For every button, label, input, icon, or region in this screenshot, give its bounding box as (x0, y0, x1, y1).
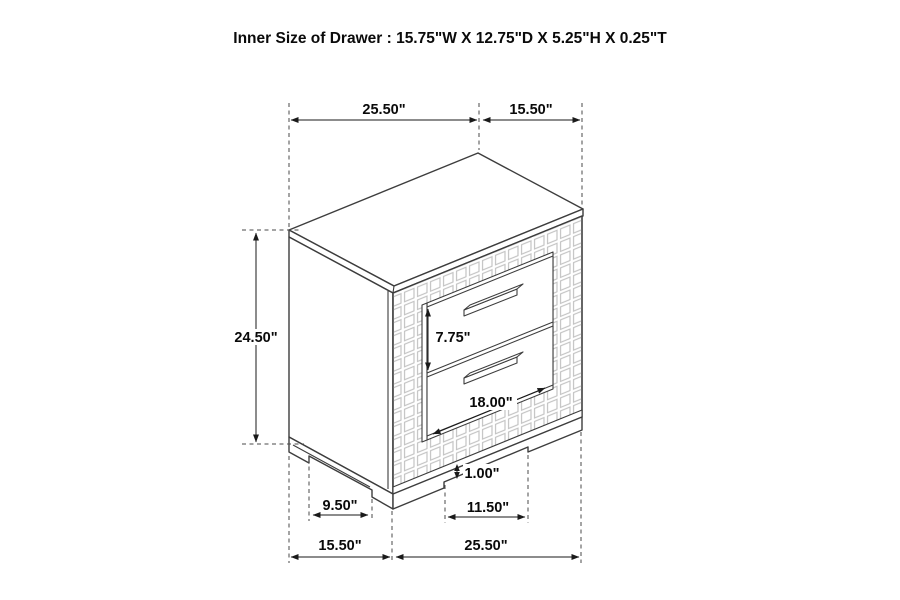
dim-base-height-label: 1.00" (464, 466, 500, 482)
drawer-bay-left-jamb (422, 303, 427, 442)
dim-bottom-width-label: 25.50" (464, 538, 508, 554)
dim-bottom-depth-label: 15.50" (318, 538, 362, 554)
dim-drawer-opening-width-label: 18.00" (469, 395, 513, 411)
diagram-title: Inner Size of Drawer : 15.75"W X 12.75"D X 5.25"H X 0.25"T (233, 30, 667, 47)
dim-drawer-front-height-label: 7.75" (435, 330, 471, 346)
dim-top-width-label: 25.50" (362, 102, 406, 118)
dim-overall-height-label: 24.50" (234, 330, 278, 346)
dim-side-leg-spacing-label: 9.50" (322, 498, 358, 514)
dim-top-depth-label: 15.50" (509, 102, 553, 118)
dim-front-leg-spacing-label: 11.50" (466, 500, 510, 516)
